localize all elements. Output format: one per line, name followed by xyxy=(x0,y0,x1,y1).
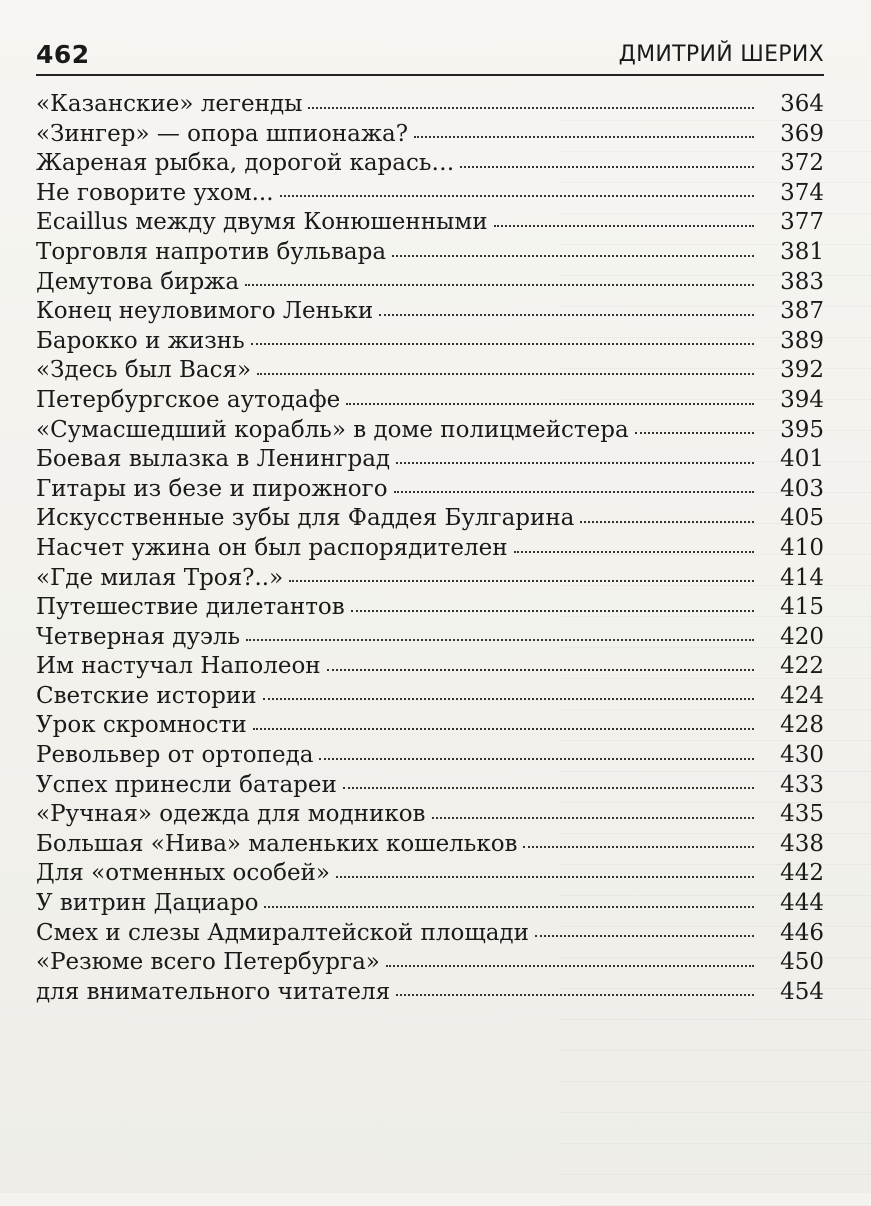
dot-leader xyxy=(253,728,754,730)
dot-leader xyxy=(396,994,754,996)
toc-entry-page: 424 xyxy=(780,682,824,709)
dot-leader xyxy=(460,166,754,168)
toc-entry xyxy=(36,859,824,889)
dot-leader xyxy=(263,698,754,700)
toc-entry xyxy=(36,919,824,949)
toc-entry-page: 383 xyxy=(780,268,824,295)
toc-entry-title: Торговля напротив бульвара xyxy=(36,238,387,265)
toc-entry xyxy=(36,297,824,327)
toc-entry-page: 415 xyxy=(780,594,824,621)
toc-entry xyxy=(36,682,824,712)
toc-entry-page: 401 xyxy=(780,446,824,473)
toc-entry xyxy=(36,268,824,298)
toc-entry xyxy=(36,208,824,238)
toc-entry-page: 454 xyxy=(780,978,824,1005)
toc-entry-title: для внимательного читателя xyxy=(36,978,391,1005)
toc-entry xyxy=(36,149,824,179)
dot-leader xyxy=(308,107,754,109)
dot-leader xyxy=(251,343,754,345)
toc-entry-page: 442 xyxy=(780,860,824,887)
dot-leader xyxy=(580,521,754,523)
toc-entry xyxy=(36,90,824,120)
toc-entry-title: «Казанские» легенды xyxy=(36,91,303,117)
toc-entry xyxy=(36,564,824,594)
dot-leader xyxy=(346,403,754,405)
toc-entry-title: Урок скромности xyxy=(36,712,247,739)
toc-entry-title: «Ручная» одежда для модников xyxy=(36,801,426,828)
toc-entry-title: Ecaillus между двумя Конюшенными xyxy=(36,209,488,236)
toc-entry-page: 446 xyxy=(780,919,824,946)
dot-leader xyxy=(289,580,754,582)
dot-leader xyxy=(514,551,754,553)
page-number: 462 xyxy=(36,40,90,69)
toc-entry xyxy=(36,830,824,860)
toc-entry-page: 410 xyxy=(780,534,824,561)
toc-entry xyxy=(36,386,824,416)
toc-entry xyxy=(36,741,824,771)
running-head: ДМИТРИЙ ШЕРИХ xyxy=(618,42,824,67)
toc-entry-title: Петербургское аутодафе xyxy=(36,386,341,413)
toc-entry xyxy=(36,327,824,357)
toc-entry xyxy=(36,623,824,653)
toc-entry-title: Револьвер от ортопеда xyxy=(36,742,314,769)
toc-entry-title: Жареная рыбка, дорогой карась… xyxy=(36,150,455,177)
toc-entry-title: «Здесь был Вася» xyxy=(36,357,252,384)
toc-entry xyxy=(36,534,824,564)
toc-entry-page: 428 xyxy=(780,712,824,739)
toc-entry xyxy=(36,800,824,830)
dot-leader xyxy=(245,284,754,286)
toc-entry xyxy=(36,771,824,801)
dot-leader xyxy=(319,758,754,760)
toc-entry-title: Конец неуловимого Леньки xyxy=(36,298,374,325)
toc-entry-title: «Сумасшедший корабль» в доме полицмейстера xyxy=(36,416,629,443)
table-of-contents xyxy=(36,90,824,1007)
toc-entry xyxy=(36,948,824,978)
toc-entry-title: Смех и слезы Адмиралтейской площади xyxy=(36,919,529,946)
dot-leader xyxy=(535,935,754,937)
toc-entry xyxy=(36,475,824,505)
toc-entry xyxy=(36,179,824,209)
toc-entry xyxy=(36,416,824,446)
toc-entry xyxy=(36,978,824,1008)
toc-entry-title: Путешествие дилетантов xyxy=(36,594,345,621)
toc-entry-page: 392 xyxy=(780,357,824,384)
toc-entry-title: У витрин Дациаро xyxy=(36,890,259,917)
dot-leader xyxy=(327,669,754,671)
dot-leader xyxy=(523,846,754,848)
dot-leader xyxy=(336,876,754,878)
toc-entry-title: Большая «Нива» маленьких кошельков xyxy=(36,830,518,857)
toc-entry-page: 450 xyxy=(780,949,824,976)
dot-leader xyxy=(494,225,754,227)
dot-leader xyxy=(396,462,754,464)
dot-leader xyxy=(246,639,754,641)
toc-entry-page: 420 xyxy=(780,623,824,650)
dot-leader xyxy=(264,906,754,908)
toc-entry-title: Барокко и жизнь xyxy=(36,327,245,354)
toc-entry-page: 381 xyxy=(780,238,824,265)
dot-leader xyxy=(432,817,754,819)
toc-entry-page: 394 xyxy=(780,386,824,413)
toc-entry-title: «Резюме всего Петербурга» xyxy=(36,949,380,976)
toc-entry-page: 405 xyxy=(780,505,824,532)
dot-leader xyxy=(379,314,754,316)
toc-entry xyxy=(36,593,824,623)
toc-entry-title: Насчет ужина он был распорядителен xyxy=(36,534,508,561)
dot-leader xyxy=(392,255,754,257)
toc-entry-page: 369 xyxy=(780,120,824,147)
toc-entry xyxy=(36,120,824,150)
toc-entry-page: 364 xyxy=(780,91,824,117)
toc-entry-title: Искусственные зубы для Фаддея Булгарина xyxy=(36,505,575,532)
dot-leader xyxy=(394,491,754,493)
toc-entry-page: 430 xyxy=(780,742,824,769)
toc-entry-title: «Где милая Троя?..» xyxy=(36,564,284,591)
dot-leader xyxy=(351,610,754,612)
toc-entry xyxy=(36,652,824,682)
toc-entry-page: 433 xyxy=(780,771,824,798)
dot-leader xyxy=(257,373,754,375)
toc-entry-title: Для «отменных особей» xyxy=(36,860,330,887)
toc-entry-page: 403 xyxy=(780,475,824,502)
toc-entry-title: Успех принесли батареи xyxy=(36,771,337,798)
dot-leader xyxy=(635,432,754,434)
toc-entry xyxy=(36,356,824,386)
toc-entry-page: 422 xyxy=(780,653,824,680)
toc-entry-page: 414 xyxy=(780,564,824,591)
toc-entry-page: 374 xyxy=(780,179,824,206)
toc-entry-title: Боевая вылазка в Ленинград xyxy=(36,446,391,473)
toc-entry xyxy=(36,504,824,534)
toc-entry-page: 389 xyxy=(780,327,824,354)
toc-entry-page: 444 xyxy=(780,890,824,917)
toc-entry-page: 377 xyxy=(780,209,824,236)
toc-entry-title: Им настучал Наполеон xyxy=(36,653,321,680)
toc-entry-page: 387 xyxy=(780,298,824,325)
toc-entry xyxy=(36,711,824,741)
header-rule xyxy=(36,74,824,76)
toc-entry-page: 438 xyxy=(780,830,824,857)
dot-leader xyxy=(343,787,754,789)
toc-entry-title: Не говорите ухом... xyxy=(36,179,274,206)
toc-entry-title: Гитары из безе и пирожного xyxy=(36,475,388,502)
toc-entry-title: «Зингер» — опора шпионажа? xyxy=(36,120,409,147)
toc-entry-page: 435 xyxy=(780,801,824,828)
toc-entry-title: Четверная дуэль xyxy=(36,623,240,650)
dot-leader xyxy=(414,136,754,138)
toc-entry-title: Светские истории xyxy=(36,682,257,709)
toc-entry-page: 395 xyxy=(780,416,824,443)
dot-leader xyxy=(280,195,754,197)
page-header xyxy=(36,40,824,76)
toc-entry xyxy=(36,445,824,475)
toc-entry xyxy=(36,889,824,919)
dot-leader xyxy=(386,965,754,967)
toc-entry-title: Демутова биржа xyxy=(36,268,240,295)
toc-entry xyxy=(36,238,824,268)
toc-entry-page: 372 xyxy=(780,150,824,177)
